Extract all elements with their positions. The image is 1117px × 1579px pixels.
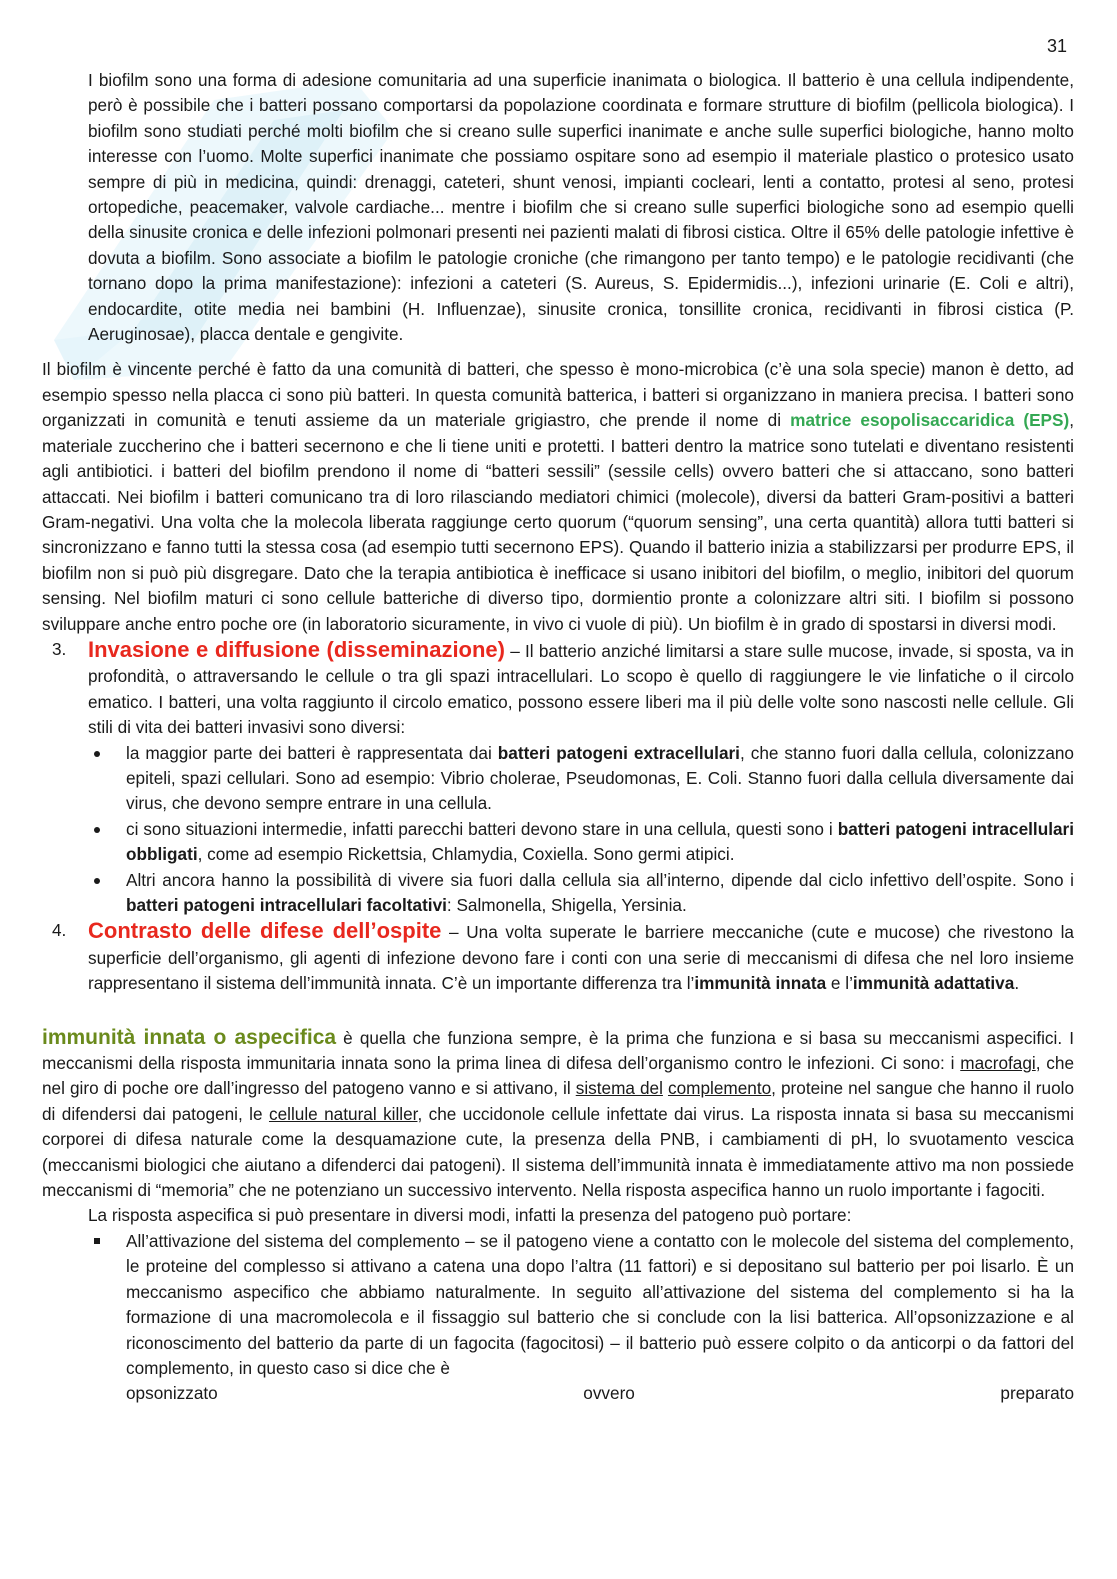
bold-term: batteri patogeni intracellulari obbligati xyxy=(126,818,1074,865)
list-item: Altri ancora hanno la possibilità di vivere sia fuori dalla cellula sia all’interno, dipende dal ciclo infettivo dell’ospite. Sono i batteri patogeni intracellulari facoltativi: Salmonella, Shigella, Yersinia. xyxy=(126,868,1074,919)
bullet-icon xyxy=(94,751,100,757)
underlined-term: complemento xyxy=(667,1078,772,1099)
biofilm-intro-paragraph: I biofilm sono una forma di adesione comunitaria ad una superficie inanimata o biologica. Il batterio è una cellula indipendente, però è possibile che i batteri possano comportarsi da popolazione coordinata e formare strutture di biofilm (pellicola biologica). I biofilm sono studiati perché molti biofilm che si creano sulle superfici inanimate e anche sulle superfici biologiche, hanno molto interesse con l’uomo. Molte superfici inanimate che possiamo ospitare sono ad esempio il materiale plastico o protesico usato sempre di più in medicina, quindi: drenaggi, cateteri, shunt venosi, impianti cocleari, lenti a contatto, protesi al seno, protesi ortopediche, peacemaker, valvole cardiache... mentre i biofilm che si creano sulle superfici biologiche sono ad esempio quelli della sinusite cronica e delle infezioni polmonari presenti nei pazienti malati di fibrosi cistica. Oltre il 65% delle patologie infettive è dovuta a biofilm. Sono associate a biofilm le patologie croniche (che rimangono per tanto tempo) e le patologie recidivanti (che tornano dopo la prima manifestazione): infezioni a cateteri (S. Aureus, S. Epidermidis...), infezioni urinarie (E. Coli e altri), endocardite, otite media nei bambini (H. Influenzae), sinusite cronica, tonsillite cronica, recidivanti in fibrosi cistica (P. Aeruginosae), placca dentale e gengivite. xyxy=(88,70,1074,345)
biofilm-text-a: Il biofilm è vincente perché è fatto da una comunità di batteri, che spesso è mono-microbica (c’è una sola specie) manon è detto, ad esempio spesso nella placca ci sono più batteri. In questa comunità batterica, i batteri si organizzano in maniera precisa. I batteri sono organizzati in comunità e tenuti assieme da un materiale grigiastro, che prende il nome di xyxy=(42,359,1074,431)
underlined-term: sistema del xyxy=(575,1078,663,1099)
item-3-title: Invasione e diffusione (disseminazione) xyxy=(88,636,505,662)
modes-list xyxy=(42,1229,1074,1381)
page-number: 31 xyxy=(1046,36,1067,56)
item-4-paragraph: 4. Contrasto delle difese dell’ospite – Una volta superate le barriere meccaniche (cute e mucose) che rivestono la superficie dell’organismo, gli agenti di infezione devono fare i conti con una serie di meccanismi di difesa che nel loro insieme rappresentano il sistema dell’immunità innata. C’è un importante differenza tra l’immunità innata e l’immunità adattativa. xyxy=(52,918,1074,994)
square-bullet-icon xyxy=(94,1238,100,1244)
item-4-number: 4. xyxy=(52,920,67,941)
item-3-text: – Il batterio anziché limitarsi a stare sulle mucose, invade, si sposta, va in profondità, o attraversando le cellule o tra gli spazi intracellulari. Lo scopo è quello di raggiungere le vie linfatiche o il circolo ematico. I batteri, una volta raggiunto il circolo ematico, possono essere liberi ma il più delle volte sono nascosti nelle cellule. Gli stili di vita dei batteri invasivi sono diversi: xyxy=(88,640,1074,738)
item-4-title: Contrasto delle difese dell’ospite xyxy=(88,918,442,944)
underlined-term: cellule natural killer xyxy=(268,1103,418,1124)
bold-term: batteri patogeni intracellulari facoltativi xyxy=(126,895,447,915)
biofilm-paragraph xyxy=(42,357,1074,636)
bold-term: batteri patogeni extracellulari xyxy=(497,742,740,763)
list-item: All’attivazione del sistema del complemento – se il patogeno viene a contatto con le molecole del sistema del complemento, le proteine del complesso si attivano a catena una dopo l’altra (11 fattori) e si depositano sul batterio per poi lisarlo. È un meccanismo aspecifico che abbiamo naturalmente. In seguito all’attivazione del sistema del complemento si ha la formazione di una macromolecola e il fissaggio sul batterio che si conclude con la lisi batterica. All’opsonizzazione e al riconoscimento del batterio da parte di un fagocita (fagocitosi) – il batterio può essere colpito o da anticorpi o da fattori del complemento, in questo caso si dice che è xyxy=(126,1229,1074,1381)
justified-last-line: opsonizzato ovvero preparato xyxy=(126,1383,1074,1404)
innate-immunity-title: immunità innata o aspecifica xyxy=(42,1025,337,1049)
bullet-icon xyxy=(94,827,100,833)
item-3-number: 3. xyxy=(52,638,67,659)
list-item: ci sono situazioni intermedie, infatti parecchi batteri devono stare in una cellula, questi sono i batteri patogeni intracellulari obbligati, come ad esempio Rickettsia, Chlamydia, Coxiella. Sono germi atipici. xyxy=(126,817,1074,868)
underlined-term: macrofagi xyxy=(960,1053,1036,1074)
biofilm-text-b: , materiale zuccherino che i batteri secernono e che li tiene uniti e protetti. I batteri dentro la matrice sono tutelati e diventano resistenti agli antibiotici. i batteri del biofilm prendono il nome di “batteri sessili” (sessile cells) ovvero batteri che si attaccano, sono batteri attaccati. Nei biofilm i batteri comunicano tra di loro rilasciando mediatori chimici (molecole), diversi da batteri Gram-positivi a batteri Gram-negativi. Una volta che la molecola liberata raggiunge certo quorum (“quorum sensing”, una certa quantità) allora tutti batteri si sincronizzano e fanno tutti la stessa cosa (ad esempio tutti secernono EPS). Quando il batterio inizia a stabilizzarsi per produrre EPS, il biofilm non si può più disgregare. Dato che la terapia antibiotica è inefficace si usano inibitori del biofilm, o meglio, inibitori del quorum sensing. Nel biofilm maturi ci sono cellule batteriche di diverso tipo, dormientio pronte a colonizzare altri siti. I biofilm si possono sviluppare anche entro poche ore (in laboratorio sicuramente, in vivo ci vuole di più). Un biofilm è in grado di spostarsi in diversi modi. xyxy=(42,410,1074,634)
list-item: la maggior parte dei batteri è rappresentata dai batteri patogeni extracellulari, che stanno fuori dalla cellula, colonizzano epiteli, spazi cellulari. Sono ad esempio: Vibrio cholerae, Pseudomonas, E. Coli. Stanno fuori dalla cellula diversamente dai virus, che devono sempre entrare in una cellula. xyxy=(126,741,1074,817)
modes-intro: La risposta aspecifica si può presentare in diversi modi, infatti la presenza del patogeno può portare: xyxy=(88,1205,852,1226)
bullet-icon xyxy=(94,878,100,884)
invasive-lifestyles-list xyxy=(42,741,1074,919)
bold-term: immunità adattativa xyxy=(852,973,1015,994)
item-3-paragraph xyxy=(52,636,1074,741)
eps-term: matrice esopolisaccaridica (EPS) xyxy=(790,410,1070,431)
document-body xyxy=(42,68,1074,1407)
innate-immunity-paragraph: immunità innata o aspecifica è quella che funziona sempre, è la prima che funziona e si basa su meccanismi aspecifici. I meccanismi della risposta immunitaria innata sono la prima linea di difesa dell’organismo contro le infezioni. Ci sono: i macrofagi, che nel giro di poche ore dall’ingresso del patogeno vanno e si attivano, il sistema del complemento, proteine nel sangue che hanno il ruolo di difendersi dai patogeni, le cellule natural killer, che uccidonole cellule infettate dai virus. La risposta innata si basa su meccanismi corporei di difesa naturale come la desquamazione cute, la presenza della PNB, i cambiamenti di pH, lo svuotamento vescica (meccanismi biologici che aiutano a difenderci dai patogeni). Il sistema dell’immunità innata è immediatamente attivo ma non possiede meccanismi di “memoria” che ne potenziano un successivo intervento. Nella risposta aspecifica hanno un ruolo importante i fagociti. xyxy=(42,1025,1075,1201)
bold-term: immunità innata xyxy=(694,973,827,994)
